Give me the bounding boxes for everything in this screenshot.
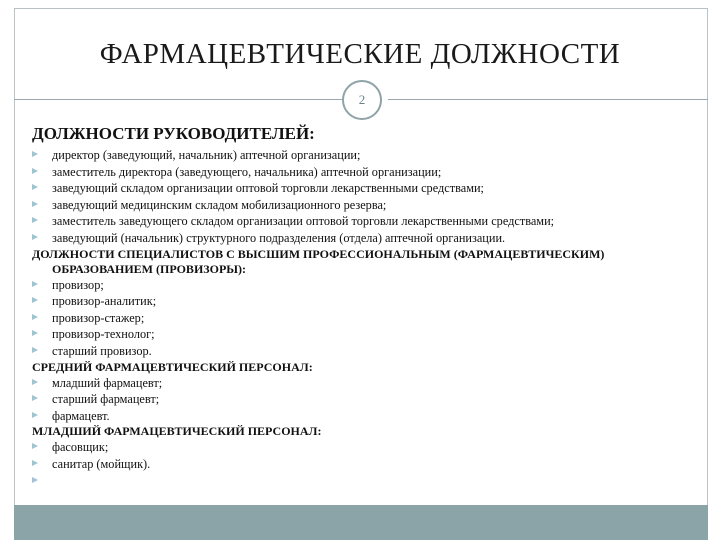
bullet-icon	[32, 330, 38, 336]
list-item: провизор-технолог;	[32, 326, 672, 343]
section-heading-mid-staff: СРЕДНИЙ ФАРМАЦЕВТИЧЕСКИЙ ПЕРСОНАЛ:	[32, 359, 313, 374]
title-divider-right	[388, 99, 708, 100]
list-item: фармацевт.	[32, 408, 672, 425]
bullet-icon	[32, 477, 38, 483]
bullet-icon	[32, 412, 38, 418]
bullet-icon	[32, 184, 38, 190]
slide-content	[32, 124, 672, 473]
bullet-icon	[32, 395, 38, 401]
bullet-icon	[32, 217, 38, 223]
bullet-icon	[32, 379, 38, 385]
list-item: директор (заведующий, начальник) аптечной организации;	[32, 147, 672, 164]
list-item: заместитель директора (заведующего, начальника) аптечной организации;	[32, 164, 672, 181]
list-item: провизор;	[32, 277, 672, 294]
footer-bar	[14, 505, 708, 540]
bullet-icon	[32, 168, 38, 174]
bullet-icon	[32, 234, 38, 240]
specialists-list	[32, 277, 672, 360]
managers-list	[32, 147, 672, 247]
section-heading-managers: ДОЛЖНОСТИ РУКОВОДИТЕЛЕЙ:	[32, 124, 315, 143]
list-item: заведующий складом организации оптовой торговли лекарственными средствами;	[32, 180, 672, 197]
junior-staff-list	[32, 439, 672, 472]
bullet-icon	[32, 314, 38, 320]
bullet-icon	[32, 347, 38, 353]
page-number-badge: 2	[342, 80, 382, 120]
list-item: заведующий медицинским складом мобилизационного резерва;	[32, 197, 672, 214]
bullet-icon	[32, 297, 38, 303]
bullet-icon	[32, 443, 38, 449]
list-item: провизор-аналитик;	[32, 293, 672, 310]
section-heading-junior-staff: МЛАДШИЙ ФАРМАЦЕВТИЧЕСКИЙ ПЕРСОНАЛ:	[32, 424, 322, 439]
slide-title: ФАРМАЦЕВТИЧЕСКИЕ ДОЛЖНОСТИ	[99, 38, 621, 70]
mid-staff-list	[32, 375, 672, 425]
list-item: провизор-стажер;	[32, 310, 672, 327]
bullet-icon	[32, 151, 38, 157]
list-item: старший фармацевт;	[32, 391, 672, 408]
bullet-icon	[32, 281, 38, 287]
list-item: заместитель заведующего складом организации оптовой торговли лекарственными средствами;	[32, 213, 672, 230]
bullet-icon	[32, 201, 38, 207]
list-item: заведующий (начальник) структурного подразделения (отдела) аптечной организации.	[32, 230, 672, 247]
list-item: старший провизор.	[32, 343, 672, 360]
bullet-icon	[32, 460, 38, 466]
list-item: фасовщик;	[32, 439, 672, 456]
list-item: младший фармацевт;	[32, 375, 672, 392]
section-heading-specialists: ДОЛЖНОСТИ СПЕЦИАЛИСТОВ С ВЫСШИМ ПРОФЕССИОНАЛЬНЫМ (ФАРМАЦЕВТИЧЕСКИМ) ОБРАЗОВАНИЕМ (ПРОВИЗОРЫ):	[32, 246, 605, 276]
list-item: санитар (мойщик).	[32, 456, 672, 473]
title-divider-left	[14, 99, 342, 100]
